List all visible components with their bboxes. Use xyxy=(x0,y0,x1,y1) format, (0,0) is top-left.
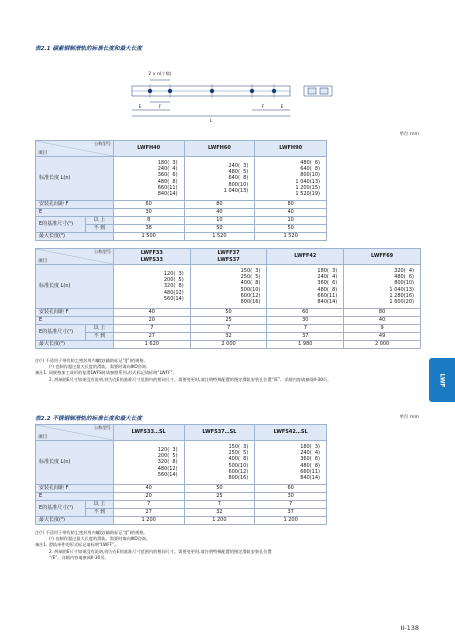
model-header: LWFF42 xyxy=(267,249,344,265)
below-value: 50 xyxy=(255,225,327,233)
row-label-max-length: 最大长度(²) xyxy=(36,233,114,241)
above-value: 10 xyxy=(184,217,255,225)
row-label-e-ref: E的基准尺寸(¹) xyxy=(36,217,86,233)
length-list: 150( 3) 250( 5) 400( 8) 500(10) 600(12) 800(16) xyxy=(184,441,255,485)
max-length-value: 2 000 xyxy=(190,341,267,349)
model-header: LWFF33 LWFS33 xyxy=(113,249,190,265)
row-label-e: E xyxy=(36,209,114,217)
e-value: 25 xyxy=(190,317,267,325)
length-list: 180( 3) 240( 4) 360( 6) 480( 8) 660(11) 840(14) xyxy=(113,157,184,201)
section-tab-label: LWF xyxy=(438,372,446,388)
pitch-value: 50 xyxy=(190,309,267,317)
e-value: 30 xyxy=(113,209,184,217)
above-value: 10 xyxy=(255,217,327,225)
header-model-label: 公称型号 xyxy=(94,141,111,146)
row-label-pitch: 安装孔间距 F xyxy=(36,309,114,317)
table1-notes xyxy=(35,358,331,383)
e-value: 25 xyxy=(184,493,255,501)
note-line: (²) 也制作超过最大长度的滑轨。需要时请向IKO咨询。 xyxy=(49,536,151,542)
model-header: LWFH90 xyxy=(255,141,327,157)
sub-label-below: 不 到 xyxy=(85,225,113,233)
max-length-value: 1 200 xyxy=(184,517,255,525)
note-line: 备注1. 同规格加工成形的复滑LWFS时请参照系列,形式标记请标明“LWFF”。 xyxy=(35,370,177,376)
row-label-e-ref: E的基准尺寸(¹) xyxy=(36,501,86,517)
sub-label-above: 以 上 xyxy=(85,325,113,333)
below-value: 27 xyxy=(113,509,184,517)
drawing-pitch-label: 2 × n(个数) xyxy=(148,71,172,76)
pitch-value: 50 xyxy=(184,485,255,493)
pitch-value: 80 xyxy=(184,201,255,209)
header-diagonal-cell xyxy=(36,249,114,265)
above-value: 9 xyxy=(344,325,421,333)
note-line: 备注1. 滑轨单件的形式标记请标明“LWFF”。 xyxy=(35,542,119,548)
above-value: 7 xyxy=(255,501,327,509)
e-value: 40 xyxy=(255,209,327,217)
header-item-label: 项目 xyxy=(38,259,48,264)
max-length-value: 1 520 xyxy=(184,233,255,241)
above-value: 7 xyxy=(184,501,255,509)
max-length-value: 1 200 xyxy=(255,517,327,525)
pitch-value: 60 xyxy=(267,309,344,317)
above-value: 7 xyxy=(113,501,184,509)
note-line: 2. 两端的E尺寸如果没有说明,则为在E的基准尺寸范围内的相同尺寸。需要变更时,请注明特殊配置的指定滑轨安装孔位置“/E”。详细内容请参阅II-30页。 xyxy=(49,376,332,382)
below-value: 27 xyxy=(113,333,190,341)
length-list: 480( 6) 640( 8) 800(10) 1 040(13) 1 200(15) 1 520(19) xyxy=(255,157,327,201)
note-line: 注(¹) 不适用于带有防尘密封用内螺纹(辅助标记“/J”)的规格。 xyxy=(35,358,148,363)
table2-unit: 单位 mm xyxy=(399,415,419,420)
above-value: 7 xyxy=(190,325,267,333)
table1-title: 表2.1 碳素钢制滑轨的标准长度和最大长度 xyxy=(35,46,142,52)
sub-label-above: 以 上 xyxy=(85,501,113,509)
row-label-standard-length: 标准长度 L(n) xyxy=(36,157,114,201)
max-length-value: 1 620 xyxy=(113,341,190,349)
table1-block-a xyxy=(35,140,327,241)
e-value: 30 xyxy=(267,317,344,325)
row-label-standard-length: 标准长度 L(n) xyxy=(36,265,114,309)
length-list: 180( 3) 240( 4) 360( 6) 480( 8) 660(11) 840(14) xyxy=(255,441,327,485)
drawing-e-right: E xyxy=(280,104,284,109)
max-length-value: 2 000 xyxy=(344,341,421,349)
below-value: 32 xyxy=(190,333,267,341)
length-list: 120( 3) 200( 5) 320( 8) 480(12) 560(14) xyxy=(113,265,190,309)
table2-title: 表2.2 不锈钢制滑轨的标准长度和最大长度 xyxy=(35,416,142,422)
sub-label-below: 不 到 xyxy=(85,333,113,341)
rail-drawing xyxy=(110,64,350,126)
row-label-standard-length: 标准长度 L(n) xyxy=(36,441,114,485)
pitch-value: 40 xyxy=(113,309,190,317)
row-label-max-length: 最大长度(²) xyxy=(36,341,114,349)
pitch-value: 80 xyxy=(255,201,327,209)
drawing-f-right: F xyxy=(261,104,265,109)
pitch-value: 40 xyxy=(113,485,184,493)
sub-label-above: 以 上 xyxy=(85,217,113,225)
sub-label-below: 不 到 xyxy=(85,509,113,517)
below-value: 50 xyxy=(184,225,255,233)
model-header: LWFH60 xyxy=(184,141,255,157)
note-line: 注(¹) 不适用于带有防尘密封用内螺纹(辅助标记“/J”)的规格。 xyxy=(35,530,148,535)
length-list: 120( 3) 200( 5) 320( 8) 480(12) 560(14) xyxy=(113,441,184,485)
e-value: 20 xyxy=(113,317,190,325)
max-length-value: 1 500 xyxy=(113,233,184,241)
header-item-label: 项目 xyxy=(38,151,48,156)
note-line: “/E”。详细内容请参阅II-30页。 xyxy=(49,554,109,560)
section-tab-lwf[interactable] xyxy=(429,358,455,402)
e-value: 40 xyxy=(184,209,255,217)
pitch-value: 60 xyxy=(113,201,184,209)
header-diagonal-cell xyxy=(36,141,114,157)
model-header: LWFS37…SL xyxy=(184,425,255,441)
e-value: 20 xyxy=(113,493,184,501)
table2 xyxy=(35,424,327,525)
row-label-e-ref: E的基准尺寸(¹) xyxy=(36,325,86,341)
note-line: (²) 也制作超过最大长度的滑轨。需要时请向IKO咨询。 xyxy=(49,364,151,370)
header-model-label: 公称型号 xyxy=(94,425,111,430)
row-label-pitch: 安装孔间距 F xyxy=(36,485,114,493)
row-label-e: E xyxy=(36,493,114,501)
e-value: 40 xyxy=(344,317,421,325)
drawing-f-left: F xyxy=(158,104,162,109)
length-list: 320( 4) 480( 6) 800(10) 1 040(13) 1 280(16) 1 600(20) xyxy=(344,265,421,309)
e-value: 30 xyxy=(255,493,327,501)
max-length-value: 1 200 xyxy=(113,517,184,525)
length-list: 180( 3) 240( 4) 360( 6) 480( 8) 660(11) 840(14) xyxy=(267,265,344,309)
model-header: LWFF37 LWFS37 xyxy=(190,249,267,265)
below-value: 37 xyxy=(255,509,327,517)
model-header: LWFF69 xyxy=(344,249,421,265)
model-header: LWFH40 xyxy=(113,141,184,157)
table1-unit: 单位 mm xyxy=(399,132,419,137)
max-length-value: 1 520 xyxy=(255,233,327,241)
model-header: LWFS42…SL xyxy=(255,425,327,441)
header-diagonal-cell xyxy=(36,425,114,441)
note-line: 2. 两端的E尺寸如果没有说明,则为在E的基准尺寸范围内的相同尺寸。需要变更时,请注明特殊配置的指定滑轨安装孔位置 xyxy=(49,548,272,554)
header-model-label: 公称型号 xyxy=(94,249,111,254)
above-value: 7 xyxy=(267,325,344,333)
below-value: 49 xyxy=(344,333,421,341)
model-header: LWFS33…SL xyxy=(113,425,184,441)
page-number: II-138 xyxy=(400,624,419,632)
max-length-value: 1 980 xyxy=(267,341,344,349)
below-value: 38 xyxy=(113,225,184,233)
header-item-label: 项目 xyxy=(38,435,48,440)
table2-notes xyxy=(35,530,272,561)
pitch-value: 60 xyxy=(255,485,327,493)
drawing-e-left: E xyxy=(138,104,142,109)
table1-block-b xyxy=(35,248,421,349)
length-list: 240( 3) 480( 5) 640( 8) 800(10) 1 040(13) xyxy=(184,157,255,201)
row-label-pitch: 安装孔间距 F xyxy=(36,201,114,209)
below-value: 32 xyxy=(184,509,255,517)
above-value: 7 xyxy=(113,325,190,333)
length-list: 150( 3) 250( 5) 400( 8) 500(10) 600(12) 800(16) xyxy=(190,265,267,309)
drawing-l-label: L xyxy=(209,118,213,123)
above-value: 8 xyxy=(113,217,184,225)
below-value: 37 xyxy=(267,333,344,341)
row-label-max-length: 最大长度(²) xyxy=(36,517,114,525)
row-label-e: E xyxy=(36,317,114,325)
pitch-value: 80 xyxy=(344,309,421,317)
